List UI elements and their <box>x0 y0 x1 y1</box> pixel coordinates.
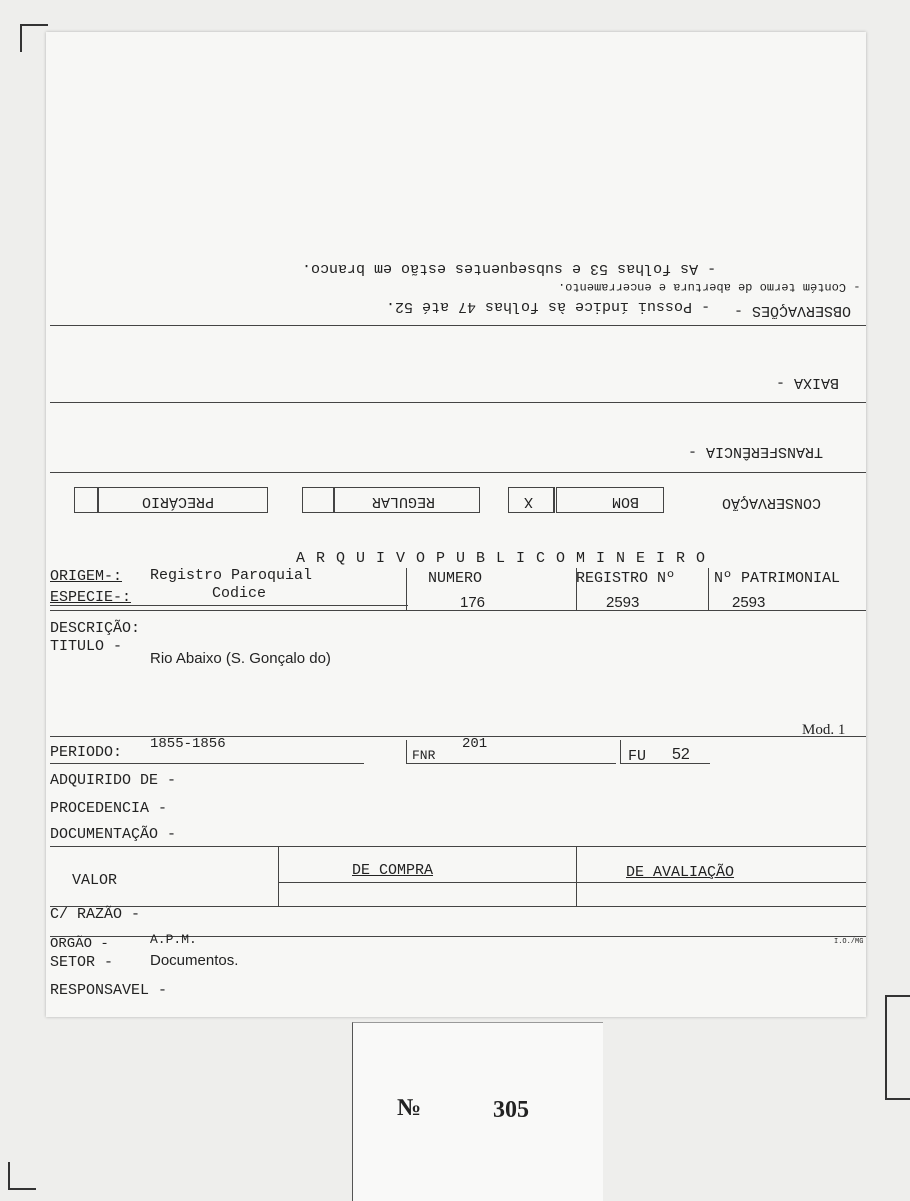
observations-line-3: - As folhas 53 e subsequentes estão em branco. <box>302 260 717 277</box>
fu-value: 52 <box>672 746 690 763</box>
divider <box>50 472 866 473</box>
de-avaliacao-label: DE AVALIAÇÃO <box>626 864 735 881</box>
especie-label: ESPECIE-: <box>50 589 132 606</box>
titulo-label: TITULO - <box>50 638 123 655</box>
especie-value: Codice <box>212 585 267 602</box>
adquirido-label: ADQUIRIDO DE - <box>50 772 177 789</box>
fnr-label: FNR <box>412 748 436 763</box>
numero-sign-icon: № <box>397 1095 422 1121</box>
option-precario-checkbox <box>74 487 98 513</box>
option-bom: BOM <box>612 493 640 510</box>
origem-label: ORIGEM-: <box>50 568 123 585</box>
ticket-number: 305 <box>493 1097 529 1123</box>
divider <box>50 402 866 403</box>
orgao-label: ORGÃO - <box>50 936 109 952</box>
divider <box>278 882 866 883</box>
divider <box>50 325 866 326</box>
option-bom-box <box>556 487 664 513</box>
printer-mark: I.O./MG <box>834 938 864 946</box>
patrimonial-label: Nº PATRIMONIAL <box>714 570 841 587</box>
patrimonial-value: 2593 <box>732 594 766 611</box>
divider <box>620 763 710 764</box>
crop-mark-top-left-h <box>20 24 48 26</box>
divider <box>50 610 866 611</box>
transferencia-label: TRANSFERÊNCIA - <box>688 443 824 460</box>
periodo-label: PERIODO: <box>50 744 123 761</box>
option-regular: REGULAR <box>372 493 436 510</box>
crop-mark-right-box-side <box>885 995 887 1100</box>
catalog-card <box>46 32 866 1017</box>
razao-label: C/ RAZÃO - <box>50 906 141 923</box>
setor-value: Documentos. <box>150 952 239 969</box>
form-code: Mod. 1 <box>802 722 846 738</box>
numero-label: NUMERO <box>428 570 483 587</box>
procedencia-label: PROCEDENCIA - <box>50 800 168 817</box>
registro-value: 2593 <box>606 594 640 611</box>
numero-value: 176 <box>460 594 486 611</box>
baixa-label: BAIXA - <box>776 374 840 391</box>
divider <box>50 906 866 907</box>
institution-name: A R Q U I V O P U B L I C O M I N E I R O <box>296 550 707 567</box>
crop-mark-bottom-left-v <box>8 1162 10 1190</box>
column-divider <box>576 846 577 906</box>
column-divider <box>620 740 621 764</box>
registro-label: REGISTRO Nº <box>576 570 676 587</box>
column-divider <box>406 740 407 764</box>
divider <box>50 605 408 606</box>
responsavel-label: RESPONSAVEL - <box>50 982 168 999</box>
divider <box>50 763 364 764</box>
divider <box>406 763 616 764</box>
option-bom-mark: X <box>524 493 534 510</box>
observations-line-1: - Possui índice às folhas 47 até 52. <box>386 298 711 315</box>
origem-value: Registro Paroquial <box>150 567 313 584</box>
numbered-ticket <box>352 1022 603 1201</box>
setor-label: SETOR - <box>50 954 114 971</box>
titulo-value: Rio Abaixo (S. Gonçalo do) <box>150 650 331 667</box>
option-regular-checkbox <box>302 487 334 513</box>
crop-mark-bottom-left-h <box>8 1188 36 1190</box>
conservacao-label: CONSERVAÇÃO <box>722 494 822 511</box>
valor-label: VALOR <box>72 872 118 889</box>
fnr-value: 201 <box>462 736 488 752</box>
descricao-label: DESCRIÇÃO: <box>50 620 141 637</box>
option-precario: PRECÁRIO <box>142 493 215 510</box>
documentacao-label: DOCUMENTAÇÃO - <box>50 826 177 843</box>
crop-mark-right-box-top <box>885 995 910 997</box>
observations-line-2: - Contém termo de abertura e encerramento. <box>558 280 861 294</box>
fu-label: FU <box>628 748 647 765</box>
crop-mark-top-left-v <box>20 24 22 52</box>
column-divider <box>708 568 709 610</box>
column-divider <box>278 846 279 906</box>
periodo-value: 1855-1856 <box>150 736 226 752</box>
option-divider <box>554 487 555 513</box>
divider <box>50 846 866 847</box>
orgao-value: A.P.M. <box>150 932 197 947</box>
column-divider <box>406 568 407 610</box>
crop-mark-right-box-bottom <box>885 1098 910 1100</box>
de-compra-label: DE COMPRA <box>352 862 434 879</box>
observations-label: OBSERVAÇÕES - <box>734 302 852 319</box>
